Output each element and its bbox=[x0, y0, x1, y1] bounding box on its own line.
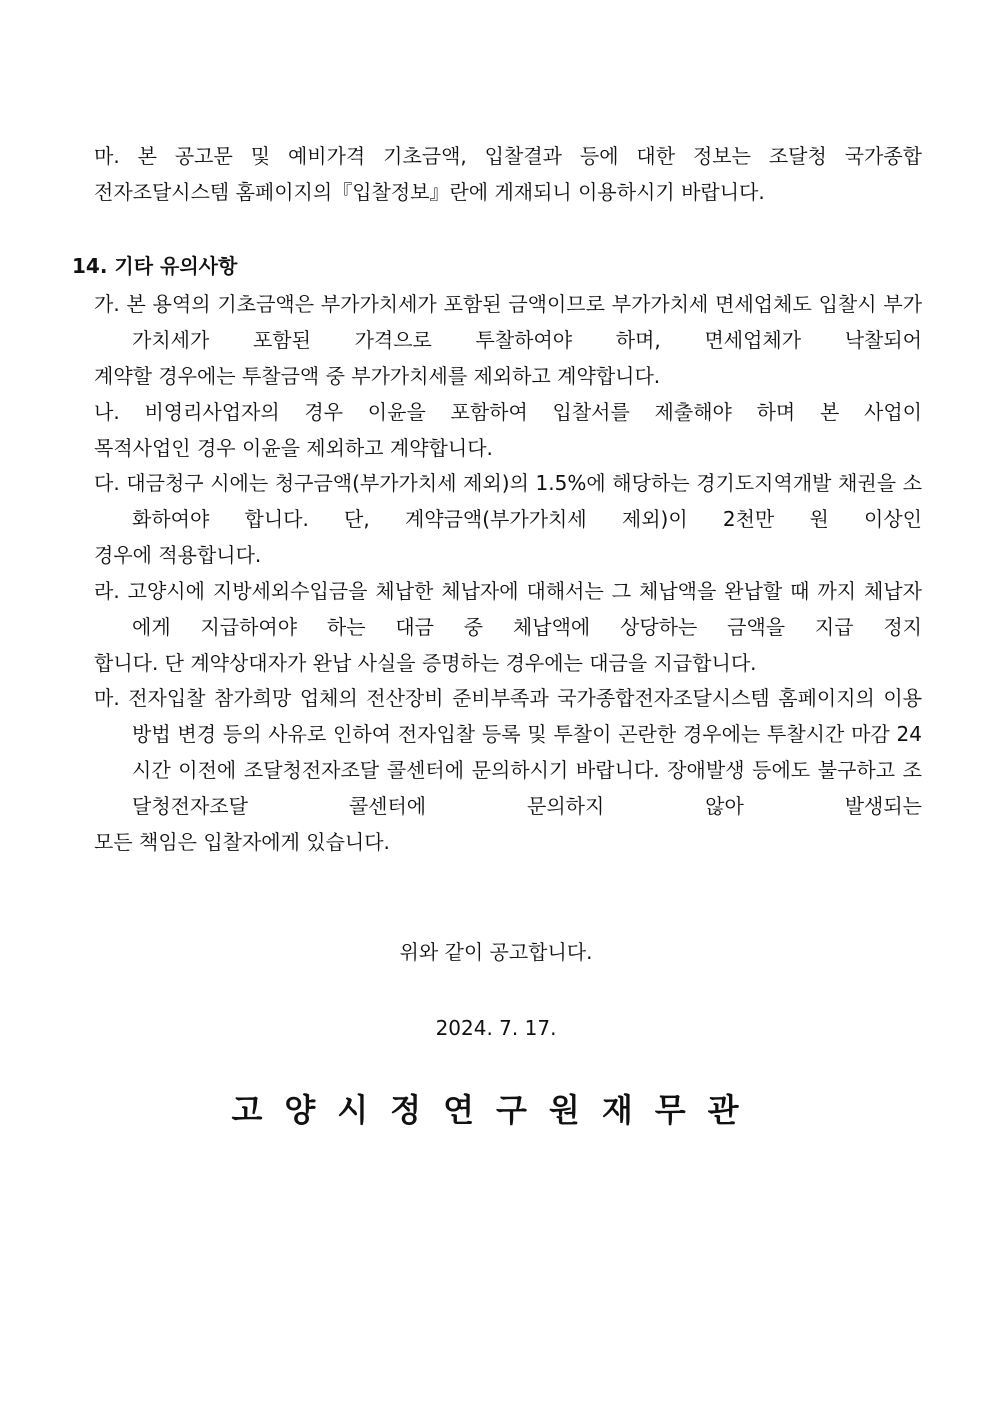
item-line: 투찰시간 마감 24시간 이전에 조달청전자조달 콜센터에 문의하시기 바랍니다. bbox=[132, 722, 922, 782]
issuer-signature: 고양시정연구원재무관 bbox=[231, 1091, 761, 1129]
section-ma-top bbox=[94, 138, 922, 210]
item-line: 까지 체납자에게 지급하여야 하는 대금 중 체납액에 상당하는 금액을 지급 정지 bbox=[132, 579, 922, 639]
item-line: 비영리사업자의 경우 이윤을 포함하여 입찰서를 제출해야 하며 본 사업이 bbox=[144, 400, 922, 424]
closing-statement: 위와 같이 공고합니다. bbox=[399, 940, 593, 964]
item-line: 경우에 적용합니다. bbox=[94, 543, 262, 567]
list-item-ga bbox=[94, 286, 922, 394]
item-label: 나. bbox=[94, 400, 120, 424]
list-item-ra bbox=[94, 573, 922, 681]
item-line: 장애발생 등에도 불구하고 조달청전자조달 콜센터에 문의하지 않아 발생되는 bbox=[132, 758, 923, 818]
item-line: 이용방법 변경 등의 사유로 인하여 전자입찰 등록 및 투찰이 곤란한 경우에는 bbox=[132, 686, 923, 746]
announcement-date: 2024. 7. 17. bbox=[435, 1016, 557, 1040]
item-line: 본 공고문 및 예비가격 기초금액, 입찰결과 등에 대한 정보는 조달청 국가종합 bbox=[137, 144, 923, 168]
list-item-da bbox=[94, 465, 922, 573]
item-label: 가. bbox=[94, 292, 120, 316]
item-line: 합니다. 단 계약상대자가 완납 사실을 증명하는 경우에는 대금을 지급합니다. bbox=[94, 651, 757, 675]
item-line: 계약할 경우에는 투찰금액 중 부가가치세를 제외하고 계약합니다. bbox=[94, 364, 661, 388]
item-label: 다. bbox=[94, 471, 120, 495]
item-line: 본 용역의 기초금액은 부가가치세가 포함된 금액이므로 부가가치세 면세업체도 bbox=[126, 292, 812, 316]
item-line: 전자입찰 참가희망 업체의 전산장비 준비부족과 국가종합전자조달시스템 홈페이지의 bbox=[128, 686, 875, 710]
item-line: 목적사업인 경우 이윤을 제외하고 계약합니다. bbox=[94, 436, 493, 460]
item-label: 라. bbox=[94, 579, 120, 603]
item-line: 채권을 소화하여야 합니다. 단, 계약금액(부가가치세 제외)이 2천만 원 이상인 bbox=[132, 471, 923, 531]
item-line: 모든 책임은 입찰자에게 있습니다. bbox=[94, 830, 390, 854]
item-line: 고양시에 지방세외수입금을 체납한 체납자에 대해서는 그 체납액을 완납할 때 bbox=[127, 579, 810, 603]
item-line: 대금청구 시에는 청구금액(부가가치세 제외)의 1.5%에 해당하는 경기도지역개발 bbox=[126, 471, 832, 495]
item-line: 전자조달시스템 홈페이지의『입찰정보』란에 게재되니 이용하시기 바랍니다. bbox=[94, 180, 765, 204]
list-item-ma bbox=[94, 680, 922, 860]
item-label: 마. bbox=[94, 144, 120, 168]
list-item-na bbox=[94, 394, 922, 466]
item-line: 입찰시 부가가치세가 포함된 가격으로 투찰하여야 하며, 면세업체가 낙찰되어 bbox=[132, 292, 923, 352]
section-heading: 14. 기타 유의사항 bbox=[72, 254, 238, 278]
item-label: 마. bbox=[94, 686, 120, 710]
